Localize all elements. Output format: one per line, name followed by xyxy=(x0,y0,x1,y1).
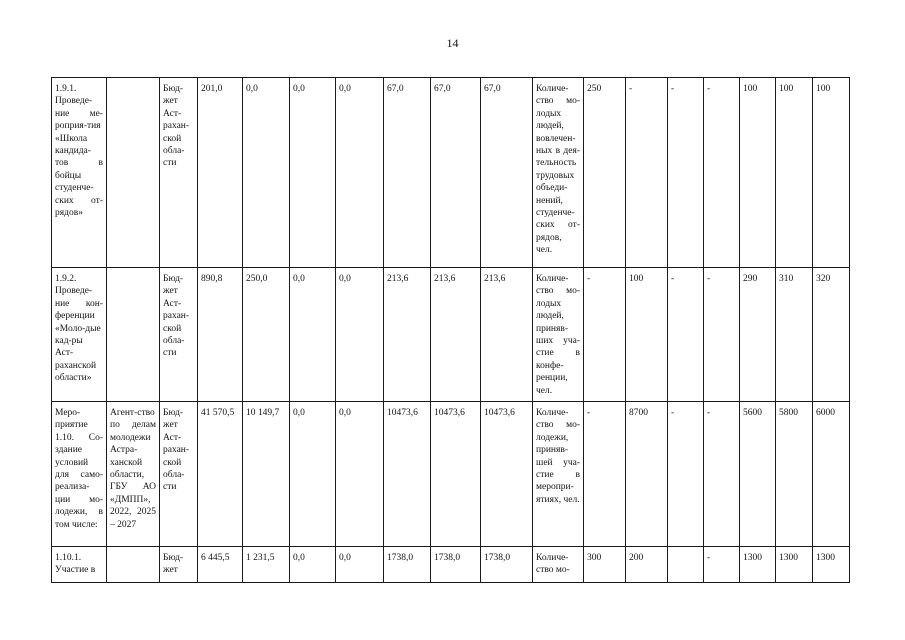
funding-source-cell: Бюд-жет xyxy=(160,547,198,583)
indicator-value-cell: 250 xyxy=(584,78,626,268)
indicator-value-cell: 100 xyxy=(776,78,813,268)
indicator-value-cell: - xyxy=(584,402,626,547)
indicator-value-cell: - xyxy=(584,268,626,402)
indicator-value-cell: - xyxy=(668,402,704,547)
total-amount-cell: 201,0 xyxy=(198,78,243,268)
table-row xyxy=(52,78,850,268)
indicator-value-cell: 320 xyxy=(813,268,850,402)
year-amount-cell: 0,0 xyxy=(290,547,336,583)
year-amount-cell: 67,0 xyxy=(481,78,533,268)
table-row xyxy=(52,402,850,547)
indicator-value-cell: - xyxy=(668,268,704,402)
indicator-value-cell: 6000 xyxy=(813,402,850,547)
indicator-value-cell: 5600 xyxy=(740,402,776,547)
funding-source-cell: Бюд-жет Аст-рахан-ской обла-сти xyxy=(160,268,198,402)
indicator-cell: Количе-ство мо-лодых людей, приняв-ших уча-стие в конфе-ренции, чел. xyxy=(533,268,584,402)
table-row xyxy=(52,268,850,402)
indicator-value-cell: - xyxy=(704,78,740,268)
executor-cell xyxy=(107,78,160,268)
event-name-cell: 1.9.2. Проведе-ние кон-ференции «Моло-дые кад-ры Аст-раханской области» xyxy=(52,268,107,402)
total-amount-cell: 890,8 xyxy=(198,268,243,402)
indicator-value-cell: 300 xyxy=(584,547,626,583)
indicator-cell: Количе-ство мо-лодежи, приняв-шей уча-стие в меропри-ятиях, чел. xyxy=(533,402,584,547)
budget-table xyxy=(51,77,850,583)
funding-source-cell: Бюд-жет Аст-рахан-ской обла-сти xyxy=(160,402,198,547)
executor-cell xyxy=(107,268,160,402)
year-amount-cell: 67,0 xyxy=(384,78,431,268)
year-amount-cell: 67,0 xyxy=(431,78,481,268)
year-amount-cell: 213,6 xyxy=(431,268,481,402)
indicator-value-cell: 100 xyxy=(813,78,850,268)
table-row xyxy=(52,547,850,583)
year-amount-cell: 10 149,7 xyxy=(243,402,290,547)
indicator-value-cell: 1300 xyxy=(813,547,850,583)
indicator-value-cell: 5800 xyxy=(776,402,813,547)
year-amount-cell: 0,0 xyxy=(336,78,384,268)
year-amount-cell: 1738,0 xyxy=(384,547,431,583)
total-amount-cell: 41 570,5 xyxy=(198,402,243,547)
indicator-value-cell: 310 xyxy=(776,268,813,402)
event-name-cell: 1.9.1. Проведе-ние ме-роприя-тия «Школа кандида-тов в бойцы студенче-ских от-рядов» xyxy=(52,78,107,268)
page-number: 14 xyxy=(446,36,459,50)
executor-cell xyxy=(107,547,160,583)
indicator-value-cell: - xyxy=(704,402,740,547)
indicator-value-cell: - xyxy=(626,78,668,268)
indicator-value-cell: 100 xyxy=(626,268,668,402)
year-amount-cell: 1 231,5 xyxy=(243,547,290,583)
total-amount-cell: 6 445,5 xyxy=(198,547,243,583)
indicator-value-cell xyxy=(668,547,704,583)
indicator-value-cell: 100 xyxy=(740,78,776,268)
year-amount-cell: 10473,6 xyxy=(481,402,533,547)
indicator-cell: Количе-ство мо- xyxy=(533,547,584,583)
year-amount-cell: 0,0 xyxy=(290,268,336,402)
year-amount-cell: 1738,0 xyxy=(481,547,533,583)
indicator-value-cell: - xyxy=(704,547,740,583)
year-amount-cell: 1738,0 xyxy=(431,547,481,583)
indicator-value-cell: - xyxy=(704,268,740,402)
year-amount-cell: 10473,6 xyxy=(431,402,481,547)
year-amount-cell: 0,0 xyxy=(336,268,384,402)
indicator-value-cell: 290 xyxy=(740,268,776,402)
year-amount-cell: 0,0 xyxy=(336,547,384,583)
year-amount-cell: 213,6 xyxy=(384,268,431,402)
funding-source-cell: Бюд-жет Аст-рахан-ской обла-сти xyxy=(160,78,198,268)
year-amount-cell: 0,0 xyxy=(243,78,290,268)
event-name-cell: 1.10.1. Участие в xyxy=(52,547,107,583)
indicator-value-cell: 200 xyxy=(626,547,668,583)
year-amount-cell: 0,0 xyxy=(290,402,336,547)
indicator-value-cell: - xyxy=(668,78,704,268)
year-amount-cell: 0,0 xyxy=(336,402,384,547)
year-amount-cell: 0,0 xyxy=(290,78,336,268)
event-name-cell: Меро-приятие 1.10. Со-здание условий для само-реализа-ции мо-лодежи, в том числе: xyxy=(52,402,107,547)
indicator-value-cell: 1300 xyxy=(776,547,813,583)
year-amount-cell: 213,6 xyxy=(481,268,533,402)
year-amount-cell: 10473,6 xyxy=(384,402,431,547)
executor-cell: Агент-ство по делам молодежи Астра-ханской области, ГБУ АО «ДМПП», 2022, 2025 – 2027 xyxy=(107,402,160,547)
indicator-cell: Количе-ство мо-лодых людей, вовлечен-ных в дея-тельность трудовых объеди-нений, студенче-ских от-рядов, чел. xyxy=(533,78,584,268)
year-amount-cell: 250,0 xyxy=(243,268,290,402)
indicator-value-cell: 8700 xyxy=(626,402,668,547)
indicator-value-cell: 1300 xyxy=(740,547,776,583)
